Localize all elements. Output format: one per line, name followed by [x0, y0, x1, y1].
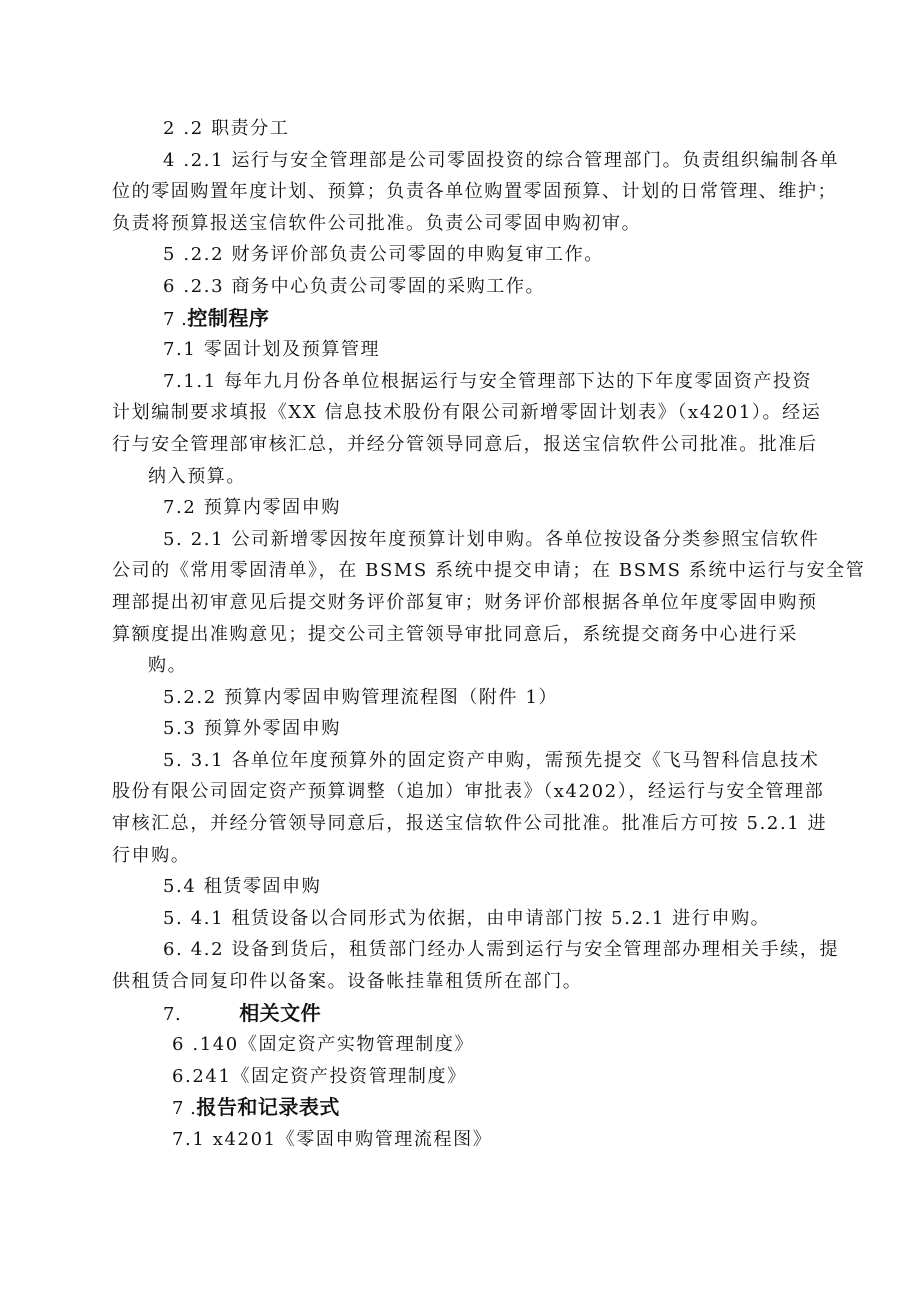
paragraph-line: 购。	[148, 655, 188, 677]
paragraph-line: 4 .2.1 运行与安全管理部是公司零固投资的综合管理部门。负责组织编制各单	[163, 149, 840, 171]
heading-number: 7 .	[163, 308, 188, 330]
chapter-heading-related-documents	[0, 998, 920, 1030]
paragraph-5-3-1	[0, 745, 920, 871]
section-heading-7-1: 7.1 零固计划及预算管理	[163, 339, 381, 361]
paragraph-line: 负责将预算报送宝信软件公司批准。负责公司零固申购初审。	[112, 212, 642, 234]
paragraph-line: 理部提出初审意见后提交财务评价部复审；财务评价部根据各单位年度零固申购预	[112, 591, 818, 613]
paragraph-5-2-2-flowchart: 5.2.2 预算内零固申购管理流程图（附件 1）	[163, 686, 559, 708]
paragraph-line: 算额度提出准购意见；提交公司主管领导审批同意后，系统提交商务中心进行采	[112, 623, 798, 645]
section-heading-2-2: 2 .2 职责分工	[163, 118, 290, 139]
related-document-1: 6 .140《固定资产实物管理制度》	[172, 1034, 475, 1056]
paragraph-line: 行与安全管理部审核汇总，并经分管领导同意后，报送宝信软件公司批准。批准后	[112, 433, 818, 455]
document-body	[0, 113, 920, 1156]
paragraph-5-2-1	[0, 524, 920, 682]
paragraph-7-1-1	[0, 366, 920, 492]
heading-number: 7.	[163, 1003, 182, 1025]
heading-title: 相关文件	[239, 1000, 322, 1025]
paragraph-line: 审核汇总，并经分管领导同意后，报送宝信软件公司批准。批准后方可按 5.2.1 进	[112, 813, 828, 835]
paragraph-line: 计划编制要求填报《XX 信息技术股份有限公司新增零固计划表》（x4201）。经运	[112, 402, 822, 424]
chapter-heading-reports-records	[0, 1092, 920, 1124]
paragraph-line: 6. 4.2 设备到货后，租赁部门经办人需到运行与安全管理部办理相关手续，提	[163, 939, 840, 961]
paragraph-5-4-1: 5. 4.1 租赁设备以合同形式为依据，由申请部门按 5.2.1 进行申购。	[163, 907, 771, 929]
related-document-2: 6.241《固定资产投资管理制度》	[172, 1065, 467, 1087]
paragraph-line: 行申购。	[112, 844, 191, 866]
heading-title: 控制程序	[187, 305, 270, 330]
paragraph-5-2-2: 5 .2.2 财务评价部负责公司零固的申购复审工作。	[163, 244, 604, 266]
paragraph-line: 5. 2.1 公司新增零因按年度预算计划申购。各单位按设备分类参照宝信软件	[163, 528, 820, 550]
section-heading-5-3: 5.3 预算外零固申购	[163, 718, 341, 740]
section-heading-5-4: 5.4 租赁零固申购	[163, 876, 322, 898]
paragraph-line: 公司的《常用零固清单》，在 BSMS 系统中提交申请；在 BSMS 系统中运行与安全管	[112, 560, 866, 582]
heading-title: 报告和记录表式	[196, 1095, 340, 1120]
paragraph-4-2-1	[0, 145, 920, 240]
heading-number: 7 .	[172, 1098, 197, 1120]
paragraph-6-2-3: 6 .2.3 商务中心负责公司零固的采购工作。	[163, 275, 546, 297]
paragraph-6-4-2	[0, 934, 920, 997]
paragraph-line: 供租赁合同复印件以备案。设备帐挂靠租赁所在部门。	[112, 971, 583, 993]
paragraph-line: 7.1.1 每年九月份各单位根据运行与安全管理部下达的下年度零固资产投资	[163, 370, 813, 392]
paragraph-line: 股份有限公司固定资产预算调整（追加）审批表》（x4202），经运行与安全管理部	[112, 781, 825, 803]
paragraph-line: 位的零固购置年度计划、预算；负责各单位购置零固预算、计划的日常管理、维护；	[112, 181, 838, 203]
record-form-1: 7.1 x4201《零固申购管理流程图》	[172, 1129, 493, 1150]
chapter-heading-control-procedure	[0, 303, 920, 335]
paragraph-line: 纳入预算。	[148, 465, 246, 487]
paragraph-line: 5. 3.1 各单位年度预算外的固定资产申购，需预先提交《飞马智科信息技术	[163, 749, 820, 771]
section-heading-7-2: 7.2 预算内零固申购	[163, 497, 341, 519]
